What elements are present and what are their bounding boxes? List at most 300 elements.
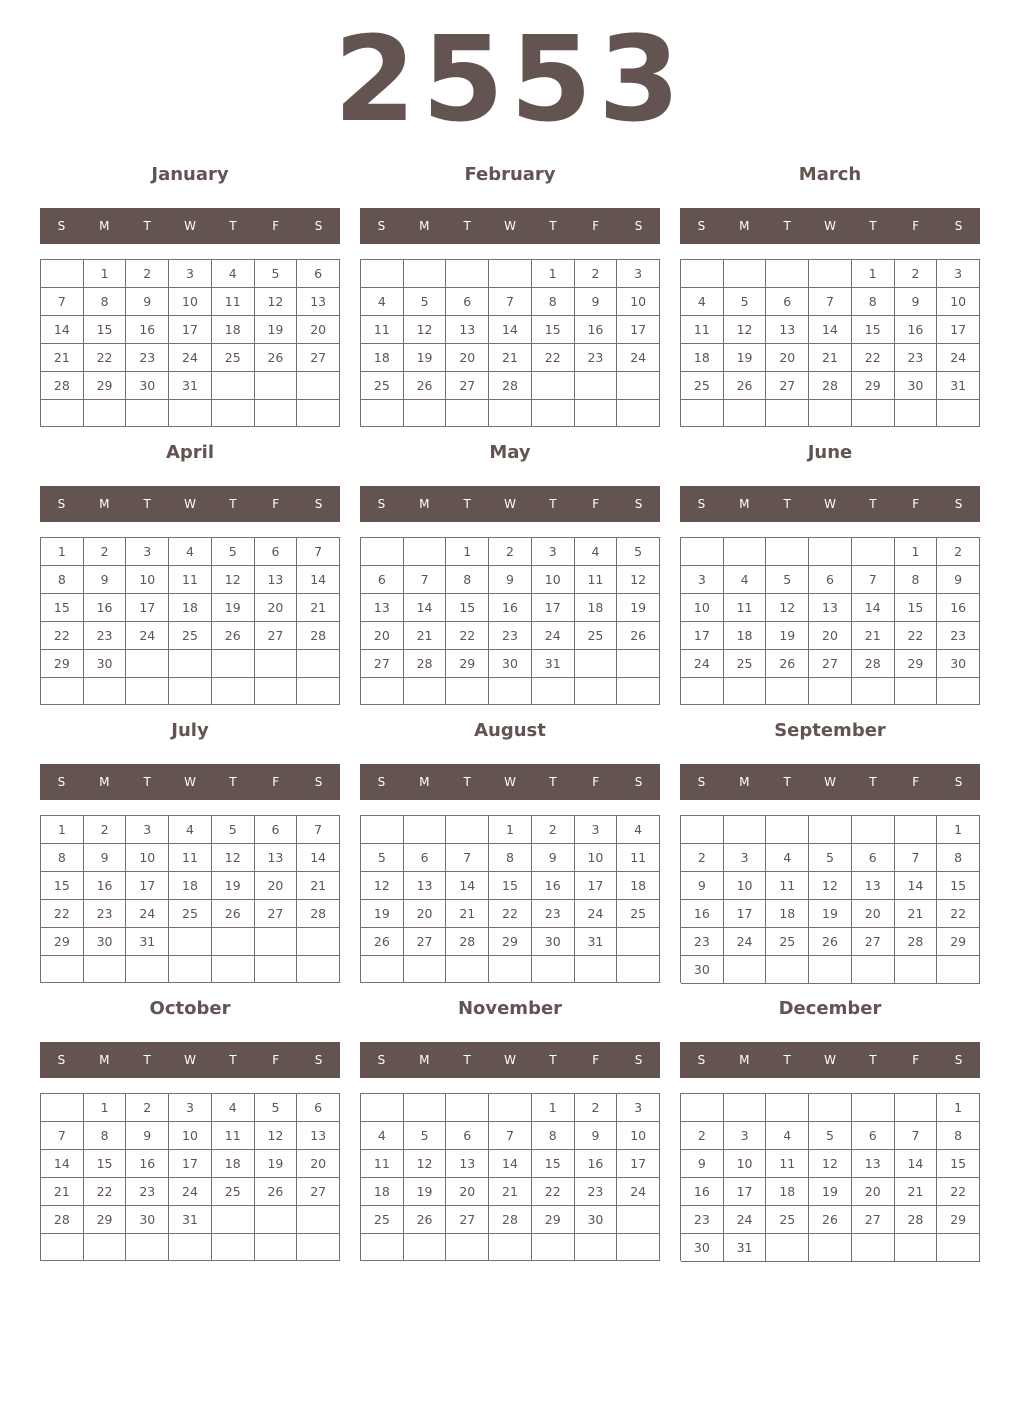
day-cell: 15 bbox=[852, 316, 895, 344]
weekday-label: S bbox=[377, 497, 386, 511]
day-cell-empty bbox=[41, 400, 84, 427]
day-cell: 7 bbox=[809, 288, 852, 316]
day-cell-empty bbox=[361, 678, 404, 705]
day-cell: 29 bbox=[489, 928, 532, 956]
day-cell: 31 bbox=[937, 372, 980, 400]
weekday-label: W bbox=[184, 1053, 196, 1067]
day-cell: 30 bbox=[937, 650, 980, 678]
day-cell: 22 bbox=[446, 622, 489, 650]
day-cell-empty bbox=[489, 956, 532, 983]
day-grid bbox=[40, 1093, 340, 1261]
day-cell-empty bbox=[809, 400, 852, 427]
day-cell: 22 bbox=[852, 344, 895, 372]
weekday-label: M bbox=[99, 219, 110, 233]
day-cell: 4 bbox=[724, 566, 767, 594]
day-cell: 17 bbox=[617, 316, 660, 344]
day-cell-empty bbox=[852, 1094, 895, 1122]
day-cell: 10 bbox=[126, 566, 169, 594]
day-cell: 15 bbox=[895, 594, 938, 622]
day-cell: 16 bbox=[575, 1150, 618, 1178]
day-cell-empty bbox=[809, 956, 852, 984]
weekday-label: S bbox=[697, 219, 706, 233]
day-cell: 22 bbox=[41, 622, 84, 650]
day-grid bbox=[360, 537, 660, 705]
day-cell: 13 bbox=[255, 566, 298, 594]
weekday-label: F bbox=[912, 219, 920, 233]
day-cell: 1 bbox=[446, 538, 489, 566]
day-cell: 16 bbox=[126, 316, 169, 344]
day-cell: 10 bbox=[617, 288, 660, 316]
day-cell: 13 bbox=[297, 288, 340, 316]
day-cell: 15 bbox=[489, 872, 532, 900]
weekday-label: T bbox=[143, 219, 151, 233]
day-cell: 25 bbox=[212, 1178, 255, 1206]
day-cell-empty bbox=[361, 538, 404, 566]
day-cell: 24 bbox=[724, 1206, 767, 1234]
weekday-label: F bbox=[272, 497, 280, 511]
weekday-label: M bbox=[419, 775, 430, 789]
day-cell: 16 bbox=[937, 594, 980, 622]
day-cell: 1 bbox=[41, 538, 84, 566]
day-cell: 23 bbox=[489, 622, 532, 650]
day-cell: 26 bbox=[255, 1178, 298, 1206]
day-cell: 10 bbox=[575, 844, 618, 872]
day-cell-empty bbox=[937, 678, 980, 705]
day-cell: 12 bbox=[617, 566, 660, 594]
day-cell: 13 bbox=[809, 594, 852, 622]
day-cell: 6 bbox=[404, 844, 447, 872]
day-cell: 17 bbox=[532, 594, 575, 622]
day-cell: 2 bbox=[895, 260, 938, 288]
weekday-label: S bbox=[57, 497, 66, 511]
day-cell-empty bbox=[446, 816, 489, 844]
day-cell: 31 bbox=[532, 650, 575, 678]
day-cell: 14 bbox=[895, 1150, 938, 1178]
day-cell: 15 bbox=[532, 1150, 575, 1178]
weekday-label: S bbox=[634, 775, 643, 789]
month-name: November bbox=[457, 998, 563, 1019]
day-cell: 12 bbox=[255, 1122, 298, 1150]
day-cell: 25 bbox=[212, 344, 255, 372]
day-cell: 29 bbox=[895, 650, 938, 678]
day-cell: 18 bbox=[361, 344, 404, 372]
day-cell: 22 bbox=[937, 900, 980, 928]
day-cell-empty bbox=[489, 260, 532, 288]
day-cell: 27 bbox=[809, 650, 852, 678]
weekday-header bbox=[360, 1042, 660, 1078]
weekday-label: F bbox=[272, 1053, 280, 1067]
day-cell-empty bbox=[361, 1234, 404, 1261]
day-cell-empty bbox=[724, 260, 767, 288]
day-cell-empty bbox=[617, 678, 660, 705]
day-cell-empty bbox=[255, 1206, 298, 1234]
day-cell: 5 bbox=[809, 844, 852, 872]
day-cell: 25 bbox=[766, 928, 809, 956]
day-cell: 9 bbox=[681, 872, 724, 900]
day-cell: 17 bbox=[681, 622, 724, 650]
day-cell-empty bbox=[766, 1094, 809, 1122]
day-cell: 15 bbox=[937, 872, 980, 900]
day-cell: 8 bbox=[41, 844, 84, 872]
day-cell-empty bbox=[852, 816, 895, 844]
day-cell: 12 bbox=[766, 594, 809, 622]
day-cell: 3 bbox=[575, 816, 618, 844]
day-cell-empty bbox=[169, 956, 212, 983]
day-cell-empty bbox=[361, 260, 404, 288]
day-cell-empty bbox=[446, 678, 489, 705]
day-cell: 4 bbox=[169, 816, 212, 844]
day-cell: 26 bbox=[809, 1206, 852, 1234]
day-cell: 3 bbox=[724, 844, 767, 872]
weekday-label: W bbox=[504, 775, 516, 789]
day-cell: 11 bbox=[681, 316, 724, 344]
day-cell: 9 bbox=[489, 566, 532, 594]
day-cell: 5 bbox=[809, 1122, 852, 1150]
day-cell: 17 bbox=[169, 1150, 212, 1178]
day-cell: 11 bbox=[169, 844, 212, 872]
day-cell: 24 bbox=[575, 900, 618, 928]
day-cell: 11 bbox=[766, 872, 809, 900]
day-grid bbox=[360, 815, 660, 983]
day-cell: 5 bbox=[404, 288, 447, 316]
weekday-label: T bbox=[869, 219, 877, 233]
weekday-label: F bbox=[912, 775, 920, 789]
day-cell: 6 bbox=[766, 288, 809, 316]
day-cell: 27 bbox=[255, 622, 298, 650]
day-cell: 3 bbox=[169, 1094, 212, 1122]
day-cell: 30 bbox=[489, 650, 532, 678]
day-cell: 20 bbox=[255, 594, 298, 622]
day-cell: 20 bbox=[297, 1150, 340, 1178]
day-cell: 30 bbox=[681, 1234, 724, 1262]
day-cell: 18 bbox=[766, 1178, 809, 1206]
day-cell: 11 bbox=[169, 566, 212, 594]
weekday-label: T bbox=[229, 497, 237, 511]
weekday-label: T bbox=[549, 219, 557, 233]
weekday-header bbox=[40, 208, 340, 244]
weekday-label: S bbox=[57, 1053, 66, 1067]
day-cell: 23 bbox=[84, 900, 127, 928]
weekday-label: T bbox=[783, 497, 791, 511]
day-cell: 14 bbox=[41, 1150, 84, 1178]
weekday-label: S bbox=[314, 219, 323, 233]
day-cell: 6 bbox=[852, 844, 895, 872]
weekday-label: S bbox=[377, 219, 386, 233]
day-cell: 2 bbox=[681, 844, 724, 872]
day-cell-empty bbox=[126, 400, 169, 427]
day-cell-empty bbox=[937, 1234, 980, 1262]
day-cell-empty bbox=[895, 816, 938, 844]
day-cell-empty bbox=[852, 538, 895, 566]
day-cell-empty bbox=[446, 400, 489, 427]
weekday-label: T bbox=[229, 775, 237, 789]
day-cell: 9 bbox=[126, 1122, 169, 1150]
weekday-label: S bbox=[954, 497, 963, 511]
day-cell-empty bbox=[361, 1094, 404, 1122]
weekday-label: T bbox=[229, 219, 237, 233]
day-grid bbox=[680, 815, 980, 983]
day-cell: 29 bbox=[41, 928, 84, 956]
day-cell: 21 bbox=[41, 344, 84, 372]
day-cell: 24 bbox=[681, 650, 724, 678]
day-cell: 4 bbox=[361, 288, 404, 316]
weekday-label: T bbox=[549, 497, 557, 511]
weekday-label: T bbox=[783, 775, 791, 789]
day-cell: 14 bbox=[297, 566, 340, 594]
day-cell: 14 bbox=[297, 844, 340, 872]
day-cell-empty bbox=[575, 956, 618, 983]
day-cell: 7 bbox=[41, 1122, 84, 1150]
day-cell: 3 bbox=[617, 1094, 660, 1122]
day-cell-empty bbox=[212, 650, 255, 678]
day-cell: 15 bbox=[41, 872, 84, 900]
day-cell-empty bbox=[361, 400, 404, 427]
day-cell: 11 bbox=[724, 594, 767, 622]
day-cell: 21 bbox=[446, 900, 489, 928]
day-cell: 22 bbox=[84, 1178, 127, 1206]
month-name: April bbox=[165, 442, 215, 463]
day-cell-empty bbox=[895, 1234, 938, 1262]
weekday-header bbox=[680, 208, 980, 244]
day-cell: 19 bbox=[809, 900, 852, 928]
day-cell: 9 bbox=[575, 1122, 618, 1150]
day-cell: 9 bbox=[126, 288, 169, 316]
day-cell: 15 bbox=[937, 1150, 980, 1178]
day-cell-empty bbox=[575, 372, 618, 400]
day-cell-empty bbox=[169, 678, 212, 705]
day-cell: 7 bbox=[297, 816, 340, 844]
weekday-label: M bbox=[739, 775, 750, 789]
day-cell-empty bbox=[617, 650, 660, 678]
day-cell: 5 bbox=[617, 538, 660, 566]
day-cell: 4 bbox=[766, 1122, 809, 1150]
day-cell: 13 bbox=[297, 1122, 340, 1150]
day-cell-empty bbox=[937, 956, 980, 984]
day-cell: 26 bbox=[724, 372, 767, 400]
day-cell: 12 bbox=[404, 1150, 447, 1178]
day-cell: 20 bbox=[852, 1178, 895, 1206]
day-cell: 30 bbox=[126, 1206, 169, 1234]
day-cell: 6 bbox=[297, 1094, 340, 1122]
day-cell: 26 bbox=[361, 928, 404, 956]
day-cell-empty bbox=[255, 678, 298, 705]
day-cell-empty bbox=[84, 400, 127, 427]
day-cell: 5 bbox=[766, 566, 809, 594]
day-cell: 27 bbox=[766, 372, 809, 400]
day-cell-empty bbox=[404, 1094, 447, 1122]
day-cell: 21 bbox=[297, 872, 340, 900]
day-cell: 19 bbox=[404, 1178, 447, 1206]
day-cell: 16 bbox=[84, 872, 127, 900]
day-cell: 18 bbox=[169, 872, 212, 900]
weekday-label: T bbox=[783, 1053, 791, 1067]
weekday-label: F bbox=[272, 219, 280, 233]
day-cell-empty bbox=[681, 1094, 724, 1122]
day-cell-empty bbox=[681, 538, 724, 566]
day-cell: 23 bbox=[895, 344, 938, 372]
day-cell-empty bbox=[84, 678, 127, 705]
weekday-label: T bbox=[143, 497, 151, 511]
day-cell-empty bbox=[809, 1094, 852, 1122]
day-cell: 3 bbox=[617, 260, 660, 288]
day-cell: 5 bbox=[212, 816, 255, 844]
day-cell: 4 bbox=[766, 844, 809, 872]
day-cell: 30 bbox=[681, 956, 724, 984]
day-cell: 7 bbox=[895, 1122, 938, 1150]
weekday-label: T bbox=[869, 775, 877, 789]
weekday-label: T bbox=[549, 1053, 557, 1067]
day-cell: 4 bbox=[617, 816, 660, 844]
day-cell: 20 bbox=[361, 622, 404, 650]
day-cell: 18 bbox=[575, 594, 618, 622]
day-cell: 25 bbox=[361, 1206, 404, 1234]
day-cell: 26 bbox=[617, 622, 660, 650]
day-cell: 7 bbox=[297, 538, 340, 566]
day-cell: 29 bbox=[446, 650, 489, 678]
weekday-label: S bbox=[697, 497, 706, 511]
day-cell: 20 bbox=[446, 1178, 489, 1206]
day-cell-empty bbox=[446, 1094, 489, 1122]
day-cell: 5 bbox=[361, 844, 404, 872]
day-cell: 26 bbox=[212, 900, 255, 928]
day-cell: 23 bbox=[575, 1178, 618, 1206]
day-grid bbox=[40, 259, 340, 427]
day-cell: 14 bbox=[852, 594, 895, 622]
day-cell: 25 bbox=[361, 372, 404, 400]
day-cell-empty bbox=[766, 538, 809, 566]
weekday-label: S bbox=[634, 497, 643, 511]
day-cell: 10 bbox=[532, 566, 575, 594]
day-cell: 18 bbox=[212, 1150, 255, 1178]
day-cell: 15 bbox=[84, 1150, 127, 1178]
day-cell-empty bbox=[489, 678, 532, 705]
day-cell-empty bbox=[724, 678, 767, 705]
weekday-label: S bbox=[314, 1053, 323, 1067]
day-cell-empty bbox=[126, 678, 169, 705]
day-cell: 21 bbox=[404, 622, 447, 650]
day-cell: 7 bbox=[446, 844, 489, 872]
day-cell: 9 bbox=[895, 288, 938, 316]
day-cell-empty bbox=[532, 678, 575, 705]
day-cell: 10 bbox=[617, 1122, 660, 1150]
weekday-header bbox=[360, 764, 660, 800]
day-cell: 23 bbox=[681, 1206, 724, 1234]
day-cell: 20 bbox=[255, 872, 298, 900]
day-cell: 31 bbox=[126, 928, 169, 956]
day-cell: 24 bbox=[617, 344, 660, 372]
day-cell-empty bbox=[617, 1234, 660, 1261]
day-cell-empty bbox=[84, 956, 127, 983]
day-cell: 8 bbox=[532, 288, 575, 316]
day-cell: 17 bbox=[169, 316, 212, 344]
day-cell: 17 bbox=[724, 900, 767, 928]
day-cell-empty bbox=[532, 956, 575, 983]
day-cell: 1 bbox=[532, 1094, 575, 1122]
day-cell: 4 bbox=[212, 1094, 255, 1122]
month-name: January bbox=[151, 164, 229, 185]
day-grid bbox=[680, 537, 980, 705]
day-cell: 12 bbox=[809, 872, 852, 900]
day-cell-empty bbox=[169, 650, 212, 678]
day-cell-empty bbox=[255, 1234, 298, 1261]
day-cell: 8 bbox=[41, 566, 84, 594]
day-cell-empty bbox=[255, 650, 298, 678]
day-cell: 17 bbox=[724, 1178, 767, 1206]
day-cell: 12 bbox=[361, 872, 404, 900]
day-cell: 17 bbox=[575, 872, 618, 900]
weekday-label: S bbox=[954, 219, 963, 233]
day-cell: 14 bbox=[489, 316, 532, 344]
day-cell: 24 bbox=[169, 1178, 212, 1206]
day-cell: 30 bbox=[532, 928, 575, 956]
weekday-label: F bbox=[912, 497, 920, 511]
day-cell-empty bbox=[297, 928, 340, 956]
day-cell-empty bbox=[404, 538, 447, 566]
day-cell: 27 bbox=[852, 1206, 895, 1234]
day-cell: 30 bbox=[126, 372, 169, 400]
day-cell: 28 bbox=[809, 372, 852, 400]
day-cell: 5 bbox=[255, 260, 298, 288]
day-grid bbox=[360, 259, 660, 427]
weekday-label: M bbox=[739, 219, 750, 233]
day-cell: 23 bbox=[575, 344, 618, 372]
day-cell: 30 bbox=[895, 372, 938, 400]
day-cell: 1 bbox=[895, 538, 938, 566]
day-cell: 16 bbox=[532, 872, 575, 900]
day-cell: 1 bbox=[489, 816, 532, 844]
day-cell: 10 bbox=[169, 288, 212, 316]
day-cell: 1 bbox=[84, 1094, 127, 1122]
day-cell: 28 bbox=[489, 372, 532, 400]
day-cell-empty bbox=[575, 400, 618, 427]
weekday-label: F bbox=[912, 1053, 920, 1067]
day-cell: 11 bbox=[361, 1150, 404, 1178]
weekday-header bbox=[680, 1042, 980, 1078]
day-cell-empty bbox=[724, 538, 767, 566]
day-cell: 10 bbox=[724, 1150, 767, 1178]
day-cell: 26 bbox=[404, 372, 447, 400]
day-cell: 5 bbox=[724, 288, 767, 316]
day-grid bbox=[680, 1093, 980, 1261]
day-cell-empty bbox=[212, 956, 255, 983]
day-cell: 26 bbox=[212, 622, 255, 650]
day-cell: 7 bbox=[404, 566, 447, 594]
day-cell: 19 bbox=[766, 622, 809, 650]
day-cell-empty bbox=[297, 1206, 340, 1234]
day-cell-empty bbox=[212, 678, 255, 705]
day-cell: 2 bbox=[84, 538, 127, 566]
day-cell-empty bbox=[617, 1206, 660, 1234]
day-cell: 18 bbox=[617, 872, 660, 900]
day-cell-empty bbox=[297, 372, 340, 400]
day-cell-empty bbox=[212, 372, 255, 400]
day-cell: 1 bbox=[84, 260, 127, 288]
day-cell: 10 bbox=[937, 288, 980, 316]
day-cell-empty bbox=[446, 956, 489, 983]
day-cell: 28 bbox=[489, 1206, 532, 1234]
day-cell: 30 bbox=[84, 928, 127, 956]
day-cell: 6 bbox=[361, 566, 404, 594]
day-cell-empty bbox=[404, 1234, 447, 1261]
day-cell: 20 bbox=[852, 900, 895, 928]
weekday-label: S bbox=[954, 775, 963, 789]
weekday-label: S bbox=[634, 1053, 643, 1067]
day-cell: 7 bbox=[489, 288, 532, 316]
month-name: July bbox=[171, 720, 209, 741]
day-cell-empty bbox=[532, 1234, 575, 1261]
day-cell: 12 bbox=[724, 316, 767, 344]
weekday-label: S bbox=[377, 775, 386, 789]
